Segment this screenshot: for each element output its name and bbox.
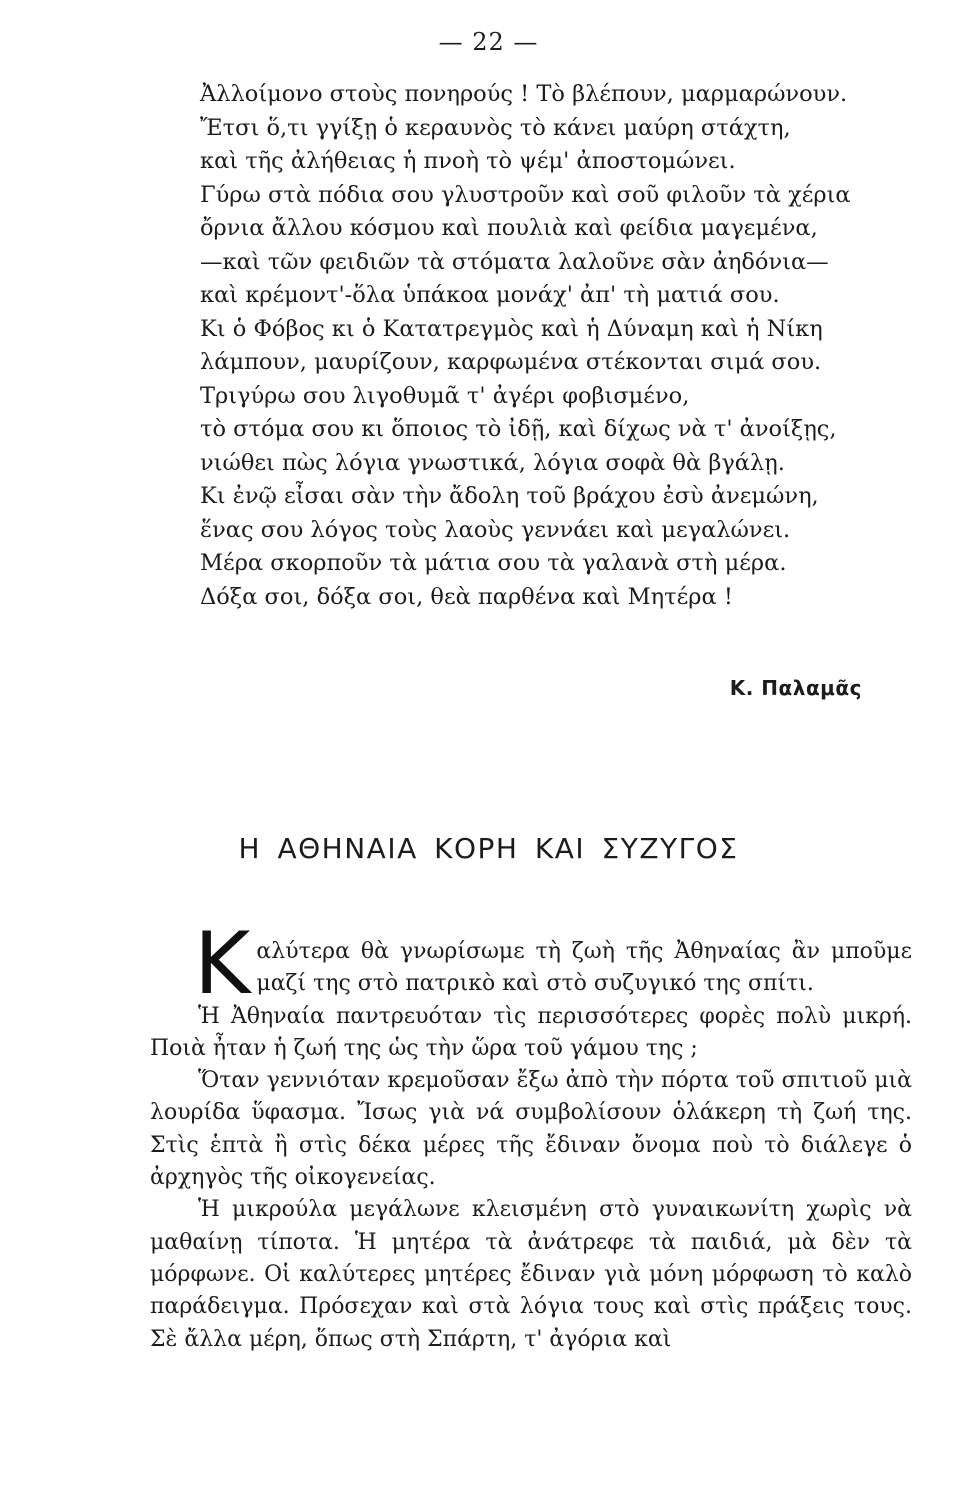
paragraph: Ἡ μικρούλα μεγάλωνε κλεισμένη στὸ γυναικωνίτη χωρὶς νὰ μαθαίνῃ τίποτα. Ἡ μητέρα τὰ ἀνάτρεφε τὰ παιδιά, μὰ δὲν τὰ μόρφωνε. Οἱ καλύτερες μητέρες ἔδιναν γιὰ μόνη μόρφωση τὸ καλὸ παράδειγμα. Πρόσεχαν καὶ στὰ λόγια τους καὶ στὶς πράξεις τους. Σὲ ἄλλα μέρη, ὅπως στὴ Σπάρτη, τ' ἀγόρια καὶ [150,1197,912,1352]
poem-line: Γύρω στὰ πόδια σου γλυστροῦν καὶ σοῦ φιλοῦν τὰ χέρια [200,181,851,208]
poem [200,78,920,614]
drop-cap: Κ [194,914,251,1014]
poem-line: Ἀλλοίμονο στοὺς πονηρούς ! Τὸ βλέπουν, μαρμαρώνουν. [200,81,848,107]
page-number: — 22 — [438,28,539,56]
poem-line: καὶ κρέμοντ'-ὅλα ὑπάκοα μονάχ' ἀπ' τὴ ματιά σου. [200,282,780,308]
poem-line: Κι ἐνῷ εἶσαι σὰν τὴν ἄδολη τοῦ βράχου ἐσὺ ἀνεμώνη, [200,483,819,509]
poem-line: Μέρα σκορποῦν τὰ μάτια σου τὰ γαλανὰ στὴ μέρα. [200,550,787,576]
poem-line: —καὶ τῶν φειδιῶν τὰ στόματα λαλοῦνε σὰν ἀηδόνια— [200,248,829,275]
poem-line: ἕνας σου λόγος τοὺς λαοὺς γεννάει καὶ μεγαλώνει. [200,516,791,543]
paragraph: Ὅταν γεννιόταν κρεμοῦσαν ἔξω ἀπὸ τὴν πόρτα τοῦ σπιτιοῦ μιὰ λουρίδα ὕφασμα. Ἴσως γιὰ νά συμβολίσουν ὁλάκερη τὴ ζωή της. Στὶς ἑπτὰ ἢ στὶς δέκα μέρες τῆς ἔδιναν ὄνομα ποὺ τὸ διάλεγε ὁ ἀρχηγὸς τῆς οἰκογενείας. [150,1068,912,1191]
first-paragraph-text: αλύτερα θὰ γνωρίσωμε τὴ ζωὴ τῆς Ἀθηναίας ἂν μποῦμε μαζί της στὸ πατρικὸ καὶ στὸ συζυγικό της σπίτι. [256,939,912,997]
article-title: Η ΑΘΗΝΑΙΑ ΚΟΡΗ ΚΑΙ ΣΥΖΥΓΟΣ [238,832,739,865]
poem-line: λάμπουν, μαυρίζουν, καρφωμένα στέκονται σιμά σου. [200,349,822,375]
poem-line: καὶ τῆς ἀλήθειας ἡ πνοὴ τὸ ψέμ' ἀποστομώνει. [200,148,736,174]
poem-line: τὸ στόμα σου κι ὅποιος τὸ ἰδῇ, καὶ δίχως νὰ τ' ἀνοίξῃς, [200,416,837,442]
poem-line: Ἔτσι ὅ,τι γγίξῃ ὁ κεραυνὸς τὸ κάνει μαύρη στάχτη, [200,114,791,141]
poem-line: Τριγύρω σου λιγοθυμᾶ τ' ἀγέρι φοβισμένο, [200,382,690,409]
poem-line: νιώθει πὼς λόγια γνωστικά, λόγια σοφὰ θὰ βγάλῃ. [200,449,785,476]
poem-line: ὄρνια ἄλλου κόσμου καὶ πουλιὰ καὶ φείδια μαγεμένα, [200,215,818,241]
first-paragraph [150,900,912,1014]
poem-author: Κ. Παλαμᾶς [729,676,862,700]
poem-line: Κι ὁ Φόβος κι ὁ Κατατρεγμὸς καὶ ἡ Δύναμη καὶ ἡ Νίκη [200,315,823,342]
paragraph: Ἡ Ἀθηναία παντρευόταν τὶς περισσότερες φορὲς πολὺ μικρή. Ποιὰ ἦταν ἡ ζωή της ὡς τὴν ὥρα τοῦ γάμου της ; [150,1003,912,1061]
poem-line: Δόξα σοι, δόξα σοι, θεὰ παρθένα καὶ Μητέρα ! [200,583,733,610]
article-body [150,900,912,1356]
